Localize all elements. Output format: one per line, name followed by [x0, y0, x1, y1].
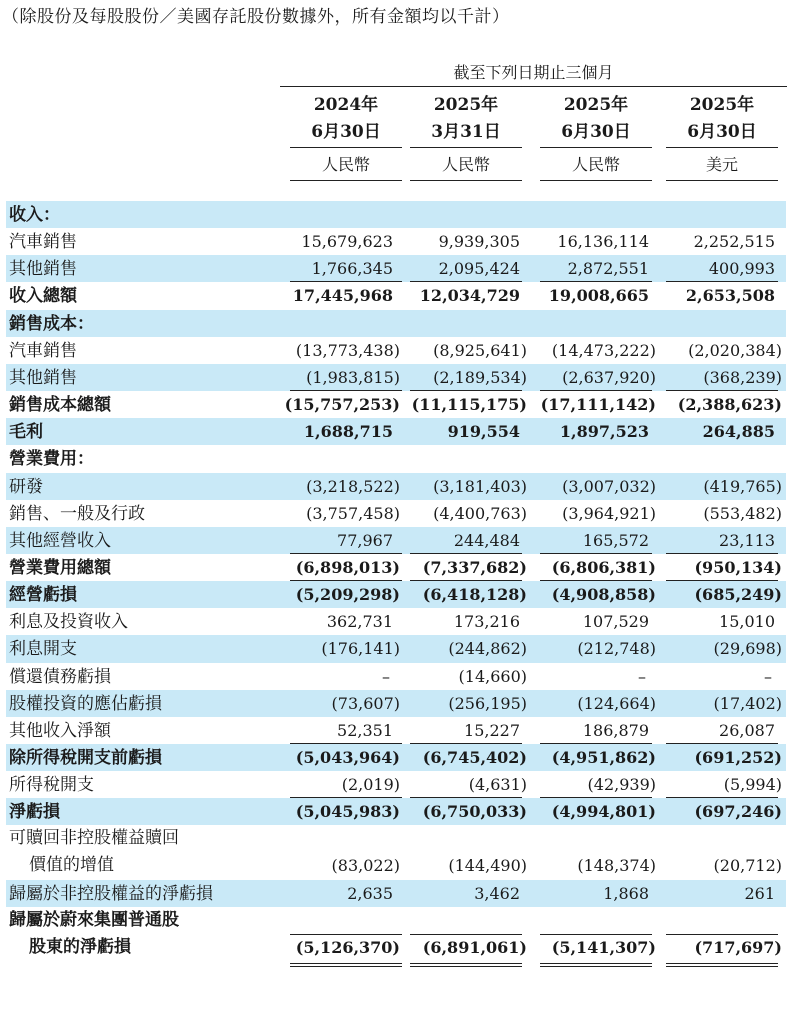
- value-cell: (212,748): [577, 639, 656, 659]
- value-cell: (20,712): [713, 856, 782, 876]
- value-cell: 400,993: [708, 259, 775, 279]
- value-cell: 17,445,968: [292, 286, 393, 306]
- row-label-line: 收入：: [9, 205, 60, 225]
- subtotal-rule: [540, 390, 652, 391]
- row-label: [9, 554, 111, 582]
- subtotal-rule: [410, 743, 522, 744]
- row-label-line: 其他銷售: [9, 259, 77, 280]
- row-label-line: 營業費用：: [9, 449, 94, 470]
- value-cell: 52,351: [337, 720, 393, 740]
- column-2-year: 2025年: [433, 95, 499, 115]
- value-cell: (83,022): [331, 856, 400, 876]
- row-label-line: 研發: [9, 476, 43, 497]
- subtotal-rule: [290, 580, 402, 581]
- table-row: [6, 255, 786, 282]
- subtotal-rule: [666, 934, 778, 935]
- column-2-rule: [410, 180, 522, 181]
- column-3-year: 2025年: [563, 95, 629, 115]
- column-1-rule: [290, 180, 402, 181]
- value-cell: (419,765): [703, 476, 782, 496]
- value-cell: 19,008,665: [548, 286, 649, 306]
- subtotal-rule: [666, 281, 778, 282]
- value-cell: (5,045,983): [295, 802, 400, 822]
- subtotal-rule: [540, 580, 652, 581]
- row-label: [9, 798, 60, 826]
- table-row: [6, 228, 786, 255]
- value-cell: (6,891,061): [422, 937, 527, 957]
- value-cell: (124,664): [577, 693, 656, 713]
- row-label: [9, 717, 111, 745]
- subtotal-rule: [290, 934, 402, 935]
- value-cell: 15,227: [464, 720, 520, 740]
- value-cell: –: [382, 666, 390, 686]
- row-label-line: 汽車銷售: [9, 232, 77, 253]
- row-label: [9, 337, 77, 365]
- value-cell: 16,136,114: [557, 232, 649, 252]
- row-label-line: 收入總額: [9, 286, 77, 307]
- column-2-rule: [410, 147, 522, 148]
- value-cell: (14,660): [458, 666, 527, 686]
- value-cell: (176,141): [321, 639, 400, 659]
- table-row: [6, 391, 786, 418]
- value-cell: 261: [744, 883, 775, 903]
- table-row: [6, 880, 786, 907]
- period-header: 截至下列日期止三個月: [453, 63, 614, 82]
- value-cell: (685,249): [694, 585, 782, 605]
- subtotal-rule: [410, 553, 522, 554]
- value-cell: (950,134): [694, 557, 782, 577]
- value-cell: (1,983,815): [306, 367, 400, 387]
- subtotal-rule: [666, 580, 778, 581]
- table-row: [6, 798, 786, 825]
- row-label-line: 償還債務虧損: [9, 666, 111, 687]
- row-label-line: 股權投資的應佔虧損: [9, 693, 162, 714]
- subtotal-rule: [410, 390, 522, 391]
- row-label: [9, 581, 77, 609]
- subtotal-rule: [540, 797, 652, 798]
- table-row: [6, 690, 786, 717]
- value-cell: 9,939,305: [438, 232, 520, 252]
- value-cell: (5,043,964): [295, 748, 400, 767]
- row-label-line: 其他收入淨額: [9, 720, 111, 741]
- row-label-line: 銷售成本總額: [9, 395, 111, 416]
- row-label: [9, 635, 77, 663]
- column-4-rule: [666, 147, 778, 148]
- row-label-line: 銷售成本：: [9, 313, 94, 334]
- row-label: [9, 690, 162, 718]
- value-cell: (5,141,307): [551, 937, 656, 957]
- table-row: [6, 744, 786, 771]
- row-label: [9, 310, 94, 338]
- subtotal-rule: [666, 743, 778, 744]
- table-row: [6, 364, 786, 391]
- row-label: [9, 228, 77, 256]
- value-cell: 165,572: [582, 530, 649, 550]
- value-cell: (4,951,862): [551, 748, 656, 767]
- value-cell: (13,773,438): [295, 340, 400, 360]
- table-row: [6, 282, 786, 309]
- value-cell: (4,908,858): [551, 585, 656, 605]
- row-label-line: 淨虧損: [9, 802, 60, 823]
- column-4-date: 6月30日: [687, 122, 757, 142]
- row-label: [9, 907, 179, 961]
- value-cell: (73,607): [331, 693, 400, 713]
- row-label-line: 可贖回非控股權益贖回: [9, 828, 179, 849]
- value-cell: 1,868: [603, 883, 649, 903]
- table-row: [6, 581, 786, 608]
- value-cell: 186,879: [582, 720, 649, 740]
- subtotal-rule: [540, 743, 652, 744]
- value-cell: (5,126,370): [295, 937, 400, 957]
- value-cell: (2,019): [341, 775, 400, 795]
- amount-unit-note: （除股份及每股股份／美國存託股份數據外，所有金額均以千計）: [2, 7, 510, 27]
- subtotal-rule: [540, 281, 652, 282]
- value-cell: (15,757,253): [284, 395, 400, 415]
- value-cell: (4,631): [468, 775, 527, 795]
- value-cell: (29,698): [713, 639, 782, 659]
- subtotal-rule: [290, 281, 402, 282]
- value-cell: 362,731: [326, 612, 393, 632]
- row-label: [9, 201, 60, 229]
- value-cell: 12,034,729: [419, 286, 520, 306]
- grand-total-double-rule: [666, 963, 778, 967]
- row-label-line: 利息開支: [9, 639, 77, 660]
- row-label: [9, 255, 77, 283]
- column-2-currency: 人民幣: [441, 155, 490, 174]
- grand-total-double-rule: [290, 963, 402, 967]
- row-label: [9, 608, 128, 636]
- value-cell: (4,400,763): [433, 503, 527, 523]
- row-label: [9, 825, 179, 879]
- value-cell: (2,388,623): [677, 395, 782, 415]
- value-cell: 1,688,715: [303, 422, 393, 442]
- value-cell: (6,750,033): [422, 802, 527, 822]
- value-cell: 2,095,424: [438, 259, 520, 279]
- value-cell: 2,635: [347, 883, 393, 903]
- value-cell: (6,418,128): [422, 585, 527, 605]
- value-cell: (6,898,013): [295, 557, 400, 577]
- value-cell: –: [638, 666, 646, 686]
- value-cell: (2,020,384): [688, 340, 782, 360]
- value-cell: (3,964,921): [562, 503, 656, 523]
- column-1-date: 6月30日: [311, 122, 381, 142]
- subtotal-rule: [290, 743, 402, 744]
- value-cell: (144,490): [448, 856, 527, 876]
- value-cell: (3,007,032): [562, 476, 656, 496]
- grand-total-double-rule: [410, 963, 522, 967]
- column-3-date: 6月30日: [561, 122, 631, 142]
- value-cell: (17,111,142): [540, 395, 656, 415]
- subtotal-rule: [410, 934, 522, 935]
- table-row: [6, 445, 786, 472]
- subtotal-rule: [540, 934, 652, 935]
- column-4-rule: [666, 180, 778, 181]
- row-label: [9, 500, 145, 528]
- value-cell: (2,189,534): [433, 367, 527, 387]
- row-label-line: 經營虧損: [9, 585, 77, 606]
- table-row: [6, 527, 786, 554]
- row-label: [9, 418, 43, 446]
- value-cell: (5,994): [723, 775, 782, 795]
- value-cell: 2,252,515: [693, 232, 775, 252]
- row-label-line: 利息及投資收入: [9, 612, 128, 633]
- table-row: [6, 500, 786, 527]
- value-cell: 3,462: [474, 883, 520, 903]
- value-cell: (11,115,175): [411, 395, 527, 415]
- subtotal-rule: [290, 553, 402, 554]
- table-row: [6, 473, 786, 500]
- table-row: [6, 201, 786, 228]
- subtotal-rule: [666, 390, 778, 391]
- column-3-rule: [540, 180, 652, 181]
- value-cell: (7,337,682): [422, 557, 527, 577]
- row-label: [9, 391, 111, 419]
- subtotal-rule: [540, 553, 652, 554]
- value-cell: 15,010: [719, 612, 775, 632]
- row-label: [9, 445, 94, 473]
- value-cell: (2,637,920): [562, 367, 656, 387]
- column-1-rule: [290, 147, 402, 148]
- table-row: [6, 310, 786, 337]
- row-label-line: 毛利: [9, 422, 43, 443]
- value-cell: 26,087: [719, 720, 775, 740]
- value-cell: (691,252): [694, 748, 782, 767]
- value-cell: (4,994,801): [551, 802, 656, 822]
- period-header-rule: [280, 86, 787, 87]
- subtotal-rule: [410, 797, 522, 798]
- row-label-line: 銷售、一般及行政: [9, 503, 145, 524]
- value-cell: 107,529: [582, 612, 649, 632]
- value-cell: 15,679,623: [301, 232, 393, 252]
- subtotal-rule: [410, 580, 522, 581]
- value-cell: 1,897,523: [559, 422, 649, 442]
- row-label-line: 歸屬於非控股權益的淨虧損: [9, 883, 213, 904]
- value-cell: (14,473,222): [551, 340, 656, 360]
- value-cell: 2,653,508: [685, 286, 775, 306]
- row-label: [9, 744, 162, 772]
- subtotal-rule: [666, 797, 778, 798]
- row-label-line: 營業費用總額: [9, 557, 111, 578]
- row-label-line: 歸屬於蔚來集團普通股: [9, 909, 179, 930]
- column-1-currency: 人民幣: [321, 155, 370, 174]
- value-cell: (368,239): [703, 367, 782, 387]
- table-row: [6, 635, 786, 662]
- value-cell: (5,209,298): [295, 585, 400, 605]
- table-row: [6, 663, 786, 690]
- table-row: [6, 608, 786, 635]
- value-cell: (3,757,458): [306, 503, 400, 523]
- table-row: [6, 771, 786, 798]
- table-row: [6, 717, 786, 744]
- table-row: [6, 825, 786, 879]
- row-label: [9, 527, 111, 555]
- table-row: [6, 418, 786, 445]
- value-cell: (42,939): [587, 775, 656, 795]
- table-row: [6, 337, 786, 364]
- value-cell: –: [764, 666, 772, 686]
- row-label-line: 所得稅開支: [9, 775, 94, 796]
- value-cell: (244,862): [448, 639, 527, 659]
- row-label-line: 價值的增值: [29, 855, 114, 876]
- value-cell: 2,872,551: [567, 259, 649, 279]
- value-cell: (697,246): [694, 802, 782, 822]
- value-cell: (148,374): [577, 856, 656, 876]
- value-cell: (553,482): [703, 503, 782, 523]
- row-label-line: 其他經營收入: [9, 530, 111, 551]
- subtotal-rule: [410, 281, 522, 282]
- value-cell: (3,181,403): [433, 476, 527, 496]
- row-label-line: 汽車銷售: [9, 340, 77, 361]
- value-cell: 244,484: [453, 530, 520, 550]
- row-label-line: 其他銷售: [9, 367, 77, 388]
- value-cell: (17,402): [713, 693, 782, 713]
- row-label: [9, 282, 77, 310]
- value-cell: 77,967: [337, 530, 393, 550]
- value-cell: 173,216: [453, 612, 520, 632]
- column-4-currency: 美元: [705, 155, 738, 174]
- value-cell: (8,925,641): [433, 340, 527, 360]
- column-2-date: 3月31日: [431, 122, 501, 142]
- row-label-line: 股東的淨虧損: [29, 936, 131, 957]
- subtotal-rule: [290, 797, 402, 798]
- row-label: [9, 663, 111, 691]
- value-cell: (6,745,402): [422, 748, 527, 767]
- column-1-year: 2024年: [313, 95, 379, 115]
- value-cell: 264,885: [702, 422, 775, 442]
- value-cell: (3,218,522): [306, 476, 400, 496]
- table-row: [6, 554, 786, 581]
- value-cell: 919,554: [447, 422, 520, 442]
- subtotal-rule: [290, 390, 402, 391]
- value-cell: 23,113: [719, 530, 775, 550]
- column-4-year: 2025年: [689, 95, 755, 115]
- value-cell: (6,806,381): [551, 557, 656, 577]
- row-label: [9, 771, 94, 799]
- grand-total-double-rule: [540, 963, 652, 967]
- value-cell: (717,697): [694, 937, 782, 957]
- row-label-line: 除所得稅開支前虧損: [9, 748, 162, 768]
- value-cell: (256,195): [448, 693, 527, 713]
- value-cell: 1,766,345: [311, 259, 393, 279]
- column-3-rule: [540, 147, 652, 148]
- row-label: [9, 880, 213, 908]
- row-label: [9, 473, 43, 501]
- subtotal-rule: [666, 553, 778, 554]
- column-3-currency: 人民幣: [571, 155, 620, 174]
- row-label: [9, 364, 77, 392]
